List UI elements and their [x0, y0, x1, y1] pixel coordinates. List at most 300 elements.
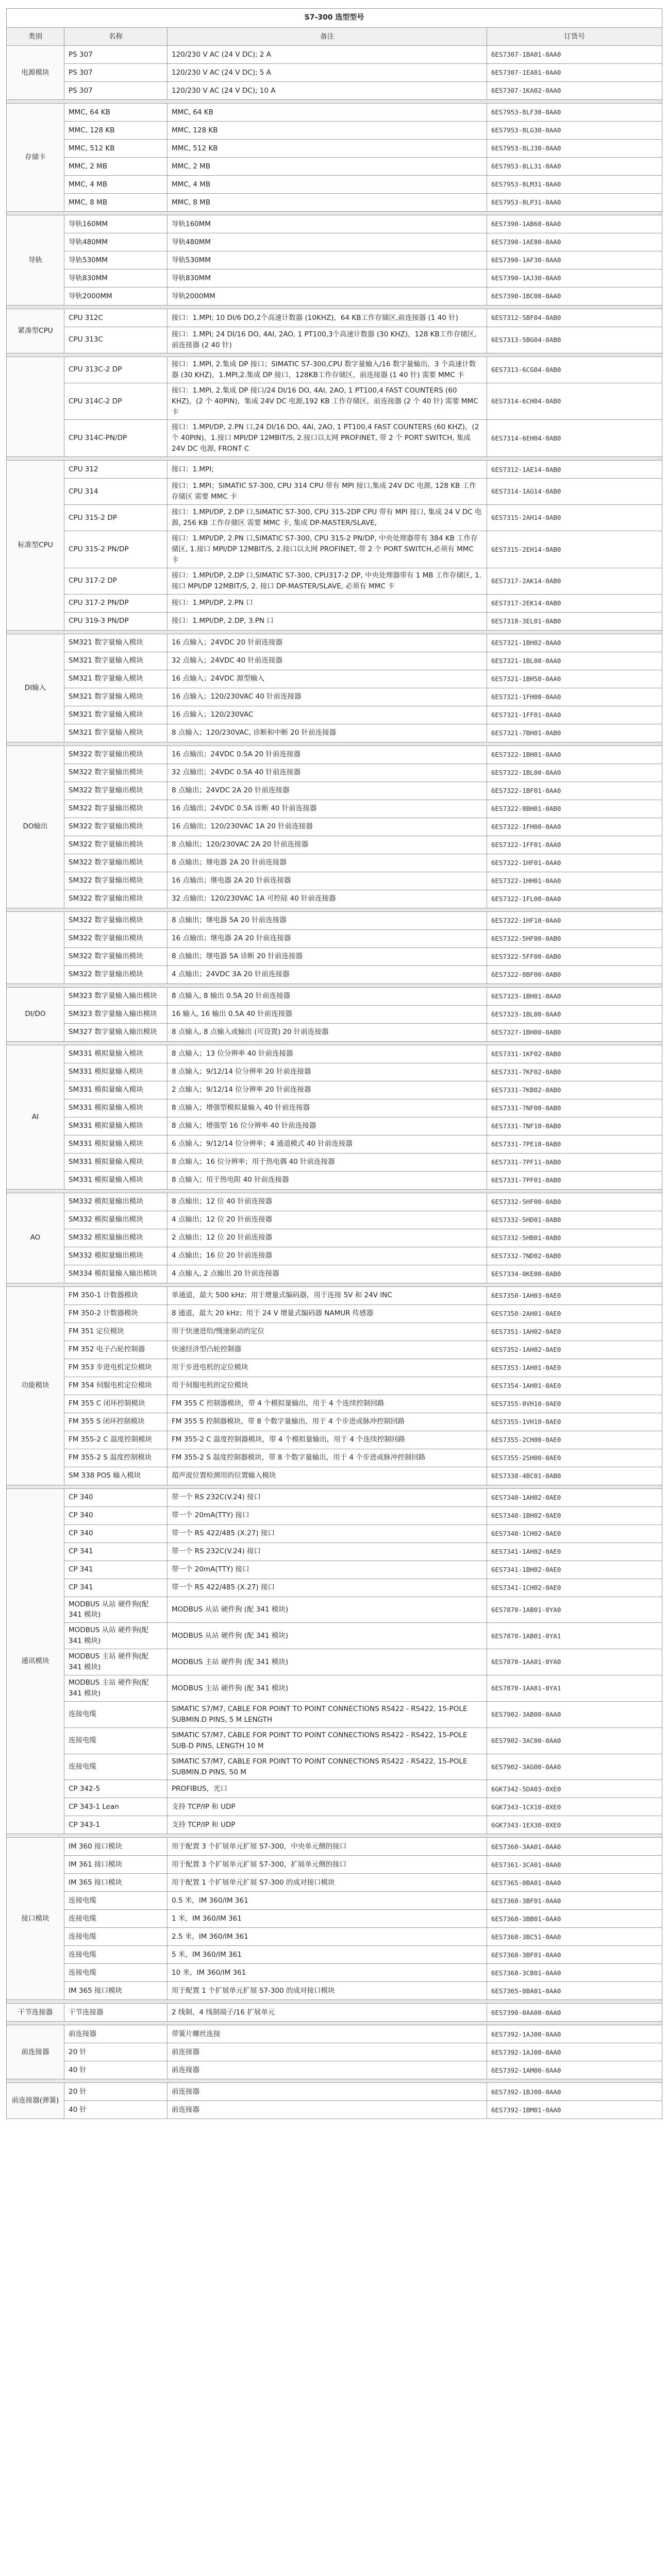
note-cell: 16 点输出；继电器 2A 20 针前连接器: [168, 929, 487, 947]
order-number-cell: 6ES7332-7ND02-0AB0: [487, 1247, 662, 1265]
note-cell: 8 点输入；13 位分辨率 40 针前连接器: [168, 1045, 487, 1063]
name-cell: 连接电缆: [64, 1754, 168, 1780]
table-row: [7, 1135, 662, 1153]
name-cell: 连接电缆: [64, 1928, 168, 1946]
category-cell: 紧凑型CPU: [7, 309, 64, 353]
note-cell: SIMATIC S7/M7, CABLE FOR POINT TO POINT CONNECTIONS RS422 - RS422, 15-POLE SUB-D PINS, LENGTH 10 M: [168, 1727, 487, 1754]
table-row: [7, 1341, 662, 1359]
order-number-cell: 6ES7353-1AH01-0AE0: [487, 1359, 662, 1377]
order-number-cell: 6ES7368-3BF01-0AA0: [487, 1946, 662, 1964]
order-number-cell: 6GK7342-5DA03-0XE0: [487, 1780, 662, 1798]
name-cell: MMC, 2 MB: [64, 158, 168, 176]
table-row: [7, 122, 662, 140]
note-cell: 32 点输出；120/230VAC 1A 可控硅 40 针前连接器: [168, 890, 487, 908]
order-number-cell: 6GK7343-1EX30-0XE0: [487, 1816, 662, 1834]
note-cell: 导轨480MM: [168, 233, 487, 251]
table-row: [7, 1286, 662, 1304]
section-separator-cell: [7, 353, 662, 357]
note-cell: 120/230 V AC (24 V DC); 5 A: [168, 64, 487, 82]
table-row: [7, 1910, 662, 1928]
table-row: [7, 987, 662, 1005]
name-cell: SM321 数字量输入模块: [64, 670, 168, 688]
name-cell: SM322 数字量输出模块: [64, 947, 168, 965]
section-separator: [7, 1485, 662, 1488]
table-row: [7, 965, 662, 984]
table-row: [7, 1524, 662, 1543]
table-row: [7, 1099, 662, 1117]
section-separator-cell: [7, 306, 662, 309]
table-row: [7, 1543, 662, 1561]
table-row: [7, 634, 662, 652]
section-separator: [7, 908, 662, 911]
table-row: [7, 1727, 662, 1754]
name-cell: CPU 315-2 DP: [64, 505, 168, 531]
name-cell: MMC, 128 KB: [64, 122, 168, 140]
order-number-cell: 6ES7953-8LP31-0AA0: [487, 194, 662, 212]
note-cell: 快速经济型凸轮控制器: [168, 1341, 487, 1359]
note-cell: 超声波位置检测用的位置输入模块: [168, 1467, 487, 1485]
name-cell: SM322 数字量输出模块: [64, 854, 168, 872]
order-number-cell: 6ES7361-3CA01-0AA0: [487, 1856, 662, 1874]
note-cell: 2 点输出；12 位 20 针前连接器: [168, 1229, 487, 1247]
section-separator-cell: [7, 2000, 662, 2004]
table-row: [7, 854, 662, 872]
name-cell: FM 351 定位模块: [64, 1323, 168, 1341]
name-cell: CP 340: [64, 1488, 168, 1506]
table-row: [7, 612, 662, 630]
table-row: [7, 1045, 662, 1063]
table-row: [7, 706, 662, 724]
note-cell: 导轨530MM: [168, 251, 487, 269]
table-row: [7, 1467, 662, 1485]
order-number-cell: 6ES7322-8BF00-0AB0: [487, 965, 662, 984]
name-cell: 前连接器: [64, 2025, 168, 2043]
order-number-cell: 6ES7318-3EL01-0AB0: [487, 612, 662, 630]
order-number-cell: 6ES7322-5FF00-0AB0: [487, 947, 662, 965]
name-cell: SM321 数字量输入模块: [64, 634, 168, 652]
header-row: [7, 28, 662, 46]
note-cell: 用于伺服电机的定位模块: [168, 1377, 487, 1395]
name-cell: SM332 模拟量输出模块: [64, 1193, 168, 1211]
order-number-cell: 6ES7334-0KE00-0AB0: [487, 1265, 662, 1283]
name-cell: SM331 模拟量输入模块: [64, 1153, 168, 1171]
category-cell: 导轨: [7, 215, 64, 306]
note-cell: 带一个 RS 422/485 (X.27) 接口: [168, 1524, 487, 1543]
name-cell: SM322 数字量输出模块: [64, 872, 168, 890]
order-number-cell: 6ES7390-1AB60-0AA0: [487, 215, 662, 233]
table-row: [7, 1892, 662, 1910]
order-number-cell: 6ES7323-1BL00-0AA0: [487, 1005, 662, 1023]
order-number-cell: 6ES7307-1EA01-0AA0: [487, 64, 662, 82]
name-cell: SM331 模拟量输入模块: [64, 1063, 168, 1081]
table-row: [7, 1117, 662, 1135]
name-cell: CPU 312C: [64, 309, 168, 327]
category-cell: AI: [7, 1045, 64, 1189]
table-row: [7, 1597, 662, 1623]
table-row: [7, 269, 662, 287]
order-number-cell: 6ES7331-7KF02-0AB0: [487, 1063, 662, 1081]
name-cell: MMC, 4 MB: [64, 176, 168, 194]
section-separator-cell: [7, 742, 662, 745]
note-cell: 32 点输入；24VDC 40 针前连接器: [168, 652, 487, 670]
order-number-cell: 6ES7322-1HF01-0AA0: [487, 854, 662, 872]
order-number-cell: 6ES7307-1KA02-0AA0: [487, 82, 662, 100]
note-cell: 接口：1.MPI/DP, 2.PN 口,SIMATIC S7-300, CPU 315-2 PN/DP, 中央处理器带有 384 KB 工作存储区, 1.接口 MPI/DP 12MBIT/S, 2.接口以太网 PROFINET, 带 2 个 PORT SWITCH,必须有 MMC 卡: [168, 531, 487, 568]
header-name: 名称: [64, 28, 168, 46]
category-cell: [7, 357, 64, 456]
section-separator: [7, 2000, 662, 2004]
note-cell: FM 355 C 控制器模块，带 4 个模拟量输出，用于 4 个连续控制回路: [168, 1395, 487, 1413]
note-cell: 16 点输入；24VDC 20 针前连接器: [168, 634, 487, 652]
order-number-cell: 6ES7902-3AB00-0AA0: [487, 1701, 662, 1727]
note-cell: 0.5 米，IM 360/IM 361: [168, 1892, 487, 1910]
category-cell: DI/DO: [7, 987, 64, 1041]
name-cell: SM322 数字量输出模块: [64, 836, 168, 854]
name-cell: SM322 数字量输出模块: [64, 782, 168, 800]
name-cell: SM321 数字量输入模块: [64, 652, 168, 670]
note-cell: 接口：1.MPI; 24 DI/16 DO, 4AI, 2AO, 1 PT100,3个高速计数器 (30 KHZ)，128 KB工作存储区,前连接器 (2 40 针): [168, 327, 487, 353]
note-cell: 导轨160MM: [168, 215, 487, 233]
order-number-cell: 6ES7341-1BH02-0AE0: [487, 1561, 662, 1579]
note-cell: 16 点输出；24VDC 0.5A 20 针前连接器: [168, 745, 487, 764]
table-row: [7, 1488, 662, 1506]
table-row: [7, 745, 662, 764]
order-number-cell: 6ES7332-5HB01-0AB0: [487, 1229, 662, 1247]
name-cell: CPU 315-2 PN/DP: [64, 531, 168, 568]
table-row: [7, 890, 662, 908]
table-row: [7, 911, 662, 929]
name-cell: SM332 模拟量输出模块: [64, 1211, 168, 1229]
name-cell: FM 350-2 计数器模块: [64, 1304, 168, 1323]
order-number-cell: 6ES7390-1AJ30-0AA0: [487, 269, 662, 287]
note-cell: 6 点输入；9/12/14 位分辨率；4 通道模式 40 针前连接器: [168, 1135, 487, 1153]
order-number-cell: 6ES7392-1AM00-0AA0: [487, 2061, 662, 2079]
category-cell: 电源模块: [7, 46, 64, 100]
note-cell: 8 点输出；继电器 2A 20 针前连接器: [168, 854, 487, 872]
name-cell: 连接电缆: [64, 1964, 168, 1982]
note-cell: 前连接器: [168, 2061, 487, 2079]
note-cell: 8 点输入；9/12/14 位分辨率 20 针前连接器: [168, 1063, 487, 1081]
note-cell: 32 点输出；24VDC 0.5A 40 针前连接器: [168, 764, 487, 782]
name-cell: SM322 数字量输出模块: [64, 800, 168, 818]
note-cell: 120/230 V AC (24 V DC); 2 A: [168, 46, 487, 64]
note-cell: 接口：1.MPI；SIMATIC S7-300, CPU 314 CPU 带有 MPI 接口,集成 24V DC 电源, 128 KB 工作存储区 需要 MMC 卡: [168, 479, 487, 505]
table-row: [7, 782, 662, 800]
name-cell: CP 341: [64, 1543, 168, 1561]
name-cell: CPU 317-2 PN/DP: [64, 594, 168, 612]
name-cell: SM331 模拟量输入模块: [64, 1045, 168, 1063]
name-cell: FM 350-1 计数器模块: [64, 1286, 168, 1304]
category-cell: 前连接器(弹簧): [7, 2083, 64, 2119]
table-row: [7, 82, 662, 100]
order-number-cell: 6ES7365-0BA01-0AA0: [487, 1982, 662, 2000]
name-cell: FM 355-2 C 温度控制模块: [64, 1431, 168, 1449]
section-separator: [7, 100, 662, 104]
table-row: [7, 1229, 662, 1247]
name-cell: IM 365 接口模块: [64, 1874, 168, 1892]
order-number-cell: 6ES7340-1AH02-0AE0: [487, 1488, 662, 1506]
note-cell: 10 米，IM 360/IM 361: [168, 1964, 487, 1982]
table-row: [7, 568, 662, 594]
name-cell: 导轨530MM: [64, 251, 168, 269]
table-row: [7, 1171, 662, 1189]
table-row: [7, 309, 662, 327]
table-row: [7, 1359, 662, 1377]
name-cell: 连接电缆: [64, 1701, 168, 1727]
category-cell: 标准型CPU: [7, 461, 64, 630]
section-separator-cell: [7, 1283, 662, 1286]
name-cell: CP 341: [64, 1579, 168, 1597]
table-row: [7, 1964, 662, 1982]
category-cell: 存储卡: [7, 104, 64, 212]
note-cell: 带一个 RS 232C(V.24) 接口: [168, 1488, 487, 1506]
note-cell: 8 点输出；继电器 5A 诊断 20 针前连接器: [168, 947, 487, 965]
name-cell: 连接电缆: [64, 1892, 168, 1910]
note-cell: 前连接器: [168, 2101, 487, 2119]
note-cell: 8 点输出；12 位 40 针前连接器: [168, 1193, 487, 1211]
note-cell: 8 点输入；增强型模拟量输入 40 针前连接器: [168, 1099, 487, 1117]
order-number-cell: 6ES7341-1CH02-0AE0: [487, 1579, 662, 1597]
table-row: [7, 818, 662, 836]
name-cell: IM 360 接口模块: [64, 1838, 168, 1856]
table-row: [7, 800, 662, 818]
order-number-cell: 6ES7321-1BH50-0AA0: [487, 670, 662, 688]
order-number-cell: 6ES7313-5BG04-0AB0: [487, 327, 662, 353]
order-number-cell: 6ES7870-1AB01-0YA0: [487, 1597, 662, 1623]
table-row: [7, 1323, 662, 1341]
name-cell: SM331 模拟量输入模块: [64, 1171, 168, 1189]
note-cell: 2 点输入；9/12/14 位分辨率 20 针前连接器: [168, 1081, 487, 1099]
order-number-cell: 6ES7313-6CG04-0AB0: [487, 357, 662, 383]
order-number-cell: 6ES7322-1FF01-0AA0: [487, 836, 662, 854]
order-number-cell: 6ES7355-0VH10-0AE0: [487, 1395, 662, 1413]
order-number-cell: 6ES7331-7PE10-0AB0: [487, 1135, 662, 1153]
order-number-cell: 6ES7321-1BH02-0AA0: [487, 634, 662, 652]
category-cell: DI输入: [7, 634, 64, 742]
order-number-cell: 6ES7350-1AH03-0AE0: [487, 1286, 662, 1304]
table-row: [7, 1579, 662, 1597]
order-number-cell: 6ES7321-1FF01-0AA0: [487, 706, 662, 724]
order-number-cell: 6ES7392-1AJ00-0AA0: [487, 2043, 662, 2061]
order-number-cell: 6ES7322-1HF10-0AA0: [487, 911, 662, 929]
table-row: [7, 327, 662, 353]
name-cell: CPU 317-2 DP: [64, 568, 168, 594]
order-number-cell: 6ES7321-1BL00-0AA0: [487, 652, 662, 670]
order-number-cell: 6ES7392-1AJ00-0AA0: [487, 2025, 662, 2043]
table-row: [7, 764, 662, 782]
name-cell: CP 340: [64, 1524, 168, 1543]
table-row: [7, 1816, 662, 1834]
name-cell: CP 343-1: [64, 1816, 168, 1834]
note-cell: 16 点输入；24VDC 源型输入: [168, 670, 487, 688]
table-row: [7, 1265, 662, 1283]
table-row: [7, 383, 662, 420]
order-number-cell: 6ES7322-1HH01-0AA0: [487, 872, 662, 890]
order-number-cell: 6ES7953-8LM31-0AA0: [487, 176, 662, 194]
table-row: [7, 1081, 662, 1099]
table-row: [7, 1838, 662, 1856]
order-number-cell: 6ES7390-0AA00-0AA0: [487, 2004, 662, 2022]
note-cell: 接口：1.MPI, 2.集成 DP 接口/24 DI/16 DO, 4AI, 2AO, 1 PT100,4 FAST COUNTERS (60 KHZ)，(2 个 40PIN)，集成 24V DC 电源,192 KB 工作存储区，前连接器 (2 个 40 针) 需要 MMC 卡: [168, 383, 487, 420]
order-number-cell: 6ES7360-3AA01-0AA0: [487, 1838, 662, 1856]
order-number-cell: 6ES7322-1BH01-0AA0: [487, 745, 662, 764]
note-cell: 16 点输入；120/230VAC: [168, 706, 487, 724]
note-cell: MODBUS 主站 硬件狗 (配 341 模块): [168, 1649, 487, 1675]
product-selection-table: [6, 8, 662, 2119]
note-cell: 带一个 20mA(TTY) 接口: [168, 1561, 487, 1579]
note-cell: FM 355 S 控制器模块，带 8 个数字量输出，用于 4 个步进或脉冲控制回路: [168, 1413, 487, 1431]
table-row: [7, 724, 662, 742]
section-separator: [7, 1041, 662, 1045]
table-row: [7, 1874, 662, 1892]
name-cell: SM323 数字量输入输出模块: [64, 987, 168, 1005]
table-row: [7, 1211, 662, 1229]
name-cell: SM331 模拟量输入模块: [64, 1117, 168, 1135]
section-separator-cell: [7, 212, 662, 215]
note-cell: 用于配置 1 个扩展单元扩展 S7-300 的成对接口模块: [168, 1874, 487, 1892]
section-separator: [7, 984, 662, 987]
note-cell: 4 点输入, 2 点输出 20 针前连接器: [168, 1265, 487, 1283]
table-row: [7, 1701, 662, 1727]
section-separator: [7, 630, 662, 634]
header-order: 订货号: [487, 28, 662, 46]
note-cell: 8 点输入, 8 输出 0.5A 20 针前连接器: [168, 987, 487, 1005]
note-cell: 8 点输出；120/230VAC 2A 20 针前连接器: [168, 836, 487, 854]
table-row: [7, 929, 662, 947]
name-cell: 20 针: [64, 2083, 168, 2101]
table-row: [7, 594, 662, 612]
name-cell: 连接电缆: [64, 1910, 168, 1928]
order-number-cell: 6ES7355-2CH00-0AE0: [487, 1431, 662, 1449]
table-row: [7, 1304, 662, 1323]
table-row: [7, 1623, 662, 1649]
name-cell: 导轨830MM: [64, 269, 168, 287]
table-row: [7, 1798, 662, 1816]
note-cell: 16 点输出；继电器 2A 20 针前连接器: [168, 872, 487, 890]
name-cell: CPU 314C-PN/DP: [64, 420, 168, 457]
name-cell: SM331 模拟量输入模块: [64, 1099, 168, 1117]
note-cell: 16 输入, 16 输出 0.5A 40 针前连接器: [168, 1005, 487, 1023]
order-number-cell: 6ES7315-2AH14-0AB0: [487, 505, 662, 531]
table-row: [7, 688, 662, 706]
note-cell: 带一个 RS 422/485 (X.27) 接口: [168, 1579, 487, 1597]
name-cell: SM322 数字量输出模块: [64, 911, 168, 929]
order-number-cell: 6ES7365-0BA01-0AA0: [487, 1874, 662, 1892]
note-cell: 4 点输出；24VDC 3A 20 针前连接器: [168, 965, 487, 984]
name-cell: 连接电缆: [64, 1946, 168, 1964]
note-cell: 导轨830MM: [168, 269, 487, 287]
name-cell: CP 343-1 Lean: [64, 1798, 168, 1816]
section-separator-cell: [7, 2079, 662, 2083]
name-cell: MODBUS 从站 硬件狗(配 341 模块): [64, 1623, 168, 1649]
order-number-cell: 6ES7870-1AA01-0YA1: [487, 1675, 662, 1702]
name-cell: 40 针: [64, 2101, 168, 2119]
name-cell: CP 341: [64, 1561, 168, 1579]
note-cell: 4 点输出；16 位 20 针前连接器: [168, 1247, 487, 1265]
table-row: [7, 233, 662, 251]
table-row: [7, 1063, 662, 1081]
name-cell: SM323 数字量输入输出模块: [64, 1005, 168, 1023]
note-cell: 接口：1.MPI, 2.集成 DP 接口；SIMATIC S7-300,CPU 数字量输入/16 数字量输出，3 个高速计数器 (30 KHZ)，1.MPI,2.集成 DP 接口，128KB工作存储区，前连接器 (1 40 针) 需要 MMC 卡: [168, 357, 487, 383]
note-cell: 接口：1.MPI/DP, 2.DP 口,SIMATIC S7-300, CPU317-2 DP, 中央处理器带有 1 MB 工作存储区, 1. 接口 MPI/DP 12MBIT/S, 2. 接口 DP-MASTER/SLAVE, 必须有 MMC 卡: [168, 568, 487, 594]
section-separator-cell: [7, 630, 662, 634]
order-number-cell: 6ES7340-1BH02-0AE0: [487, 1506, 662, 1524]
order-number-cell: 6ES7351-1AH02-0AE0: [487, 1323, 662, 1341]
table-row: [7, 1561, 662, 1579]
name-cell: 导轨2000MM: [64, 287, 168, 306]
name-cell: SM332 模拟量输出模块: [64, 1247, 168, 1265]
table-row: [7, 420, 662, 457]
name-cell: MMC, 8 MB: [64, 194, 168, 212]
order-number-cell: 6ES7322-1BF01-0AA0: [487, 782, 662, 800]
table-row: [7, 158, 662, 176]
table-row: [7, 1431, 662, 1449]
name-cell: FM 353 步进电机定位模块: [64, 1359, 168, 1377]
note-cell: 16 点输出；120/230VAC 1A 20 针前连接器: [168, 818, 487, 836]
section-separator: [7, 1834, 662, 1838]
order-number-cell: 6ES7352-1AH02-0AE0: [487, 1341, 662, 1359]
table-row: [7, 2043, 662, 2061]
name-cell: CP 342-5: [64, 1780, 168, 1798]
section-separator: [7, 306, 662, 309]
note-cell: 用于配置 3 个扩展单元扩展 S7-300，扩展单元侧的接口: [168, 1856, 487, 1874]
note-cell: PROFIBUS，光口: [168, 1780, 487, 1798]
section-separator-cell: [7, 1041, 662, 1045]
order-number-cell: 6ES7322-1FL00-0AA0: [487, 890, 662, 908]
order-number-cell: 6ES7314-6CH04-0AB0: [487, 383, 662, 420]
note-cell: 支持 TCP/IP 和 UDP: [168, 1816, 487, 1834]
table-row: [7, 2025, 662, 2043]
order-number-cell: 6ES7354-1AH01-0AE0: [487, 1377, 662, 1395]
name-cell: SM322 数字量输出模块: [64, 745, 168, 764]
header-note: 备注: [168, 28, 487, 46]
note-cell: MODBUS 主站 硬件狗 (配 341 模块): [168, 1675, 487, 1702]
section-separator: [7, 353, 662, 357]
table-row: [7, 1928, 662, 1946]
note-cell: MMC, 4 MB: [168, 176, 487, 194]
note-cell: 120/230 V AC (24 V DC); 10 A: [168, 82, 487, 100]
note-cell: 8 点输出；继电器 5A 20 针前连接器: [168, 911, 487, 929]
name-cell: IM 365 接口模块: [64, 1982, 168, 2000]
table-row: [7, 1946, 662, 1964]
order-number-cell: 6ES7331-7NF00-0AB0: [487, 1099, 662, 1117]
name-cell: 连接电缆: [64, 1727, 168, 1754]
section-separator: [7, 2079, 662, 2083]
table-row: [7, 2061, 662, 2079]
table-row: [7, 1780, 662, 1798]
section-separator: [7, 457, 662, 461]
order-number-cell: 6ES7331-1KF02-0AB0: [487, 1045, 662, 1063]
order-number-cell: 6ES7317-2AK14-0AB0: [487, 568, 662, 594]
order-number-cell: 6ES7331-7NF10-0AB0: [487, 1117, 662, 1135]
table-row: [7, 2101, 662, 2119]
name-cell: PS 307: [64, 46, 168, 64]
order-number-cell: 6ES7321-1FH00-0AA0: [487, 688, 662, 706]
note-cell: MODBUS 从站 硬件狗 (配 341 模块): [168, 1597, 487, 1623]
category-cell: 前连接器: [7, 2025, 64, 2079]
category-cell: 通讯模块: [7, 1488, 64, 1834]
name-cell: FM 355-2 S 温度控制模块: [64, 1449, 168, 1467]
order-number-cell: 6ES7312-1AE14-0AB0: [487, 461, 662, 479]
table-row: [7, 479, 662, 505]
note-cell: 带一个 RS 232C(V.24) 接口: [168, 1543, 487, 1561]
table-title: S7-300 选型型号: [7, 9, 662, 28]
name-cell: CPU 313C: [64, 327, 168, 353]
order-number-cell: 6ES7332-5HF00-0AB0: [487, 1193, 662, 1211]
order-number-cell: 6ES7321-7BH01-0AB0: [487, 724, 662, 742]
table-row: [7, 531, 662, 568]
note-cell: MMC, 8 MB: [168, 194, 487, 212]
